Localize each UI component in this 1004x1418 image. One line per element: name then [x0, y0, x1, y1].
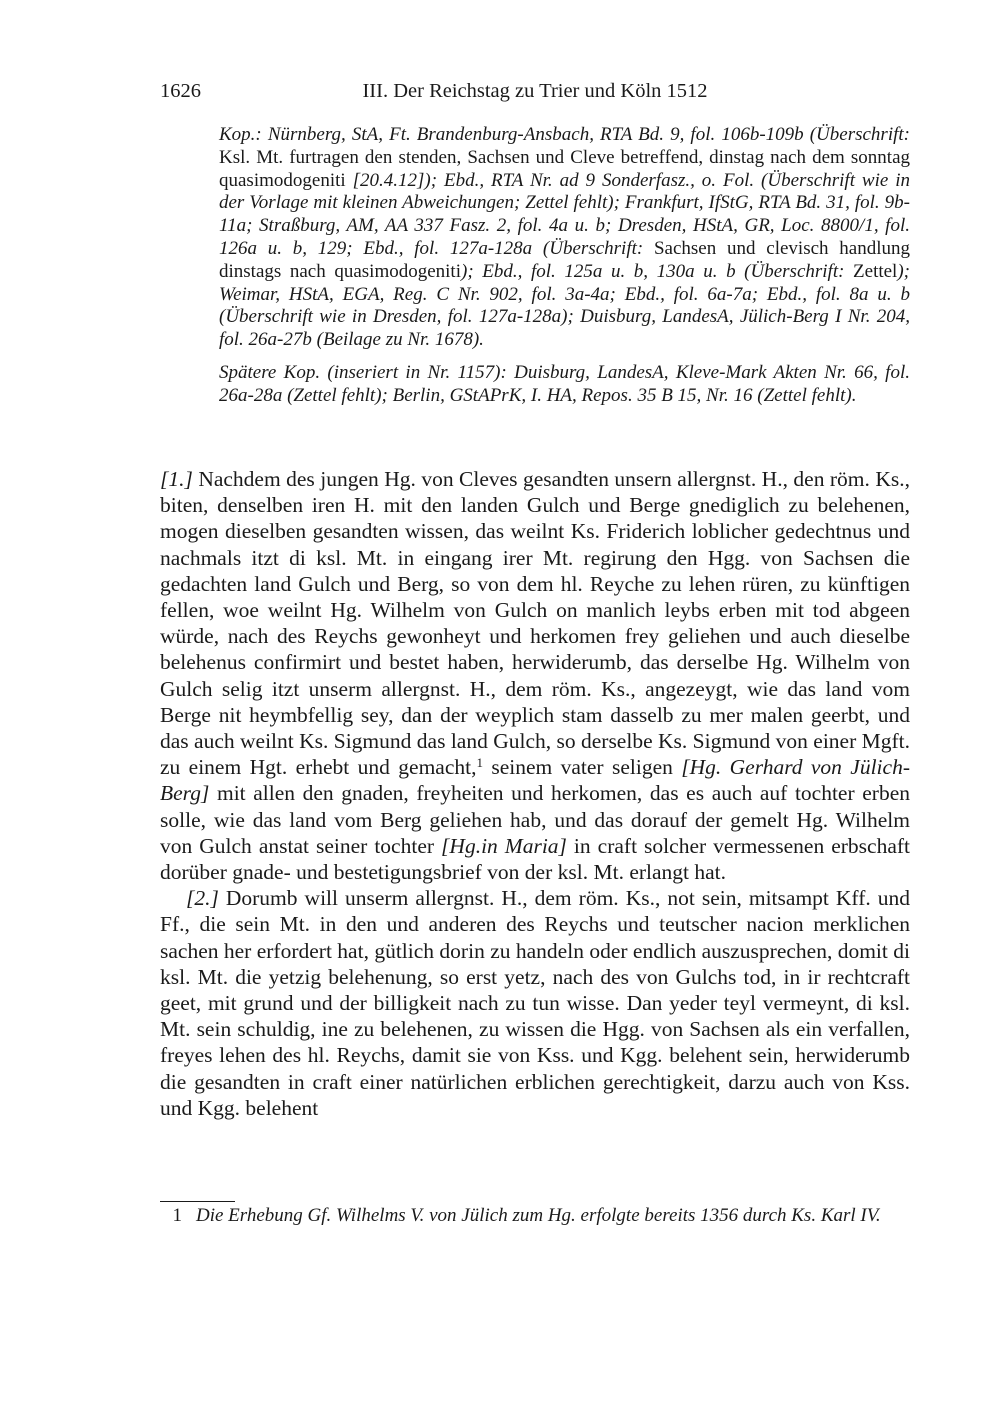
- source-segment: Sachsen und clevisch handlung dinstags nach quasimodogeniti: [219, 237, 910, 282]
- body-segment: seinem vater seligen: [482, 755, 682, 780]
- footnote-reference[interactable]: 1: [476, 755, 483, 771]
- section-marker: [1.]: [160, 467, 193, 491]
- source-segment: [20.4.12]); Ebd., RTA Nr. ad 9 Sonderfasz., o. Fol. (Überschrift wie in der Vorlage mit kleinen Abweichungen; Zettel fehlt); Frankfurt, IfStG, RTA Bd. 31, fol. 9b-11a; Straßburg, AM, AA 337 Fasz. 2, fol. 4a u. b; Dresden, HStA, GR, Loc. 8800/1, fol. 126a u. b, 129; Ebd., fol. 127a-128a (Überschrift:: [219, 169, 910, 259]
- body-segment: Nachdem des jungen Hg. von Cleves gesandten unsern allergnst. H., den röm. Ks., biten, denselben iren H. mit den landen Gulch und Berge gnediglich zu belehenen, mogen dieselben gesandten wissen, das weilnt Ks. Friderich loblicher gedechtnus und nachmals itzt di ksl. Mt. in eingang irer Mt. regirung den Hgg. von Sachsen die gedachten land Gulch und Berg, so von dem hl. Reyche zu lehen rüren, zu künftigen fellen, woe weilnt Hg. Wilhelm von Gulch on manlich leybs erben mit tod abgeen würde, nach des Reychs gewonheyt und herkomen frey geliehen und auch dieselbe belehenus confirmirt und bestet haben, herwiderumb, das derselbe Hg. Wilhelm von Gulch selig itzt unserm allergnst. H., dem röm. Ks., angezeygt, wie das land vom Berge nit heymbfellig sey, dan der weyplich stam dasselb zu mer malen geerbt, und das auch weilnt Ks. Sigmund das land Gulch, so derselbe Ks. Sigmund von einer Mgft. zu einem Hgt. erhebt und gemacht,: [160, 467, 911, 780]
- source-segment: Kop.: Nürnberg, StA, Ft. Brandenburg-Ansbach, RTA Bd. 9, fol. 106b-109b (Überschrift:: [219, 124, 910, 145]
- body-segment: Dorumb will unserm allergnst. H., dem röm. Ks., not sein, mitsampt Kff. und Ff., die sein Mt. in den und anderen des Reychs und teutscher nacion merklichen sachen her erfordert hat, gütlich dorin zu handeln oder endlich auszusprechen, domit di ksl. Mt. die yetzig belehenung, so erst yetz, nach des von Gulchs tod, in ir rechtcraft geet, mit grund und der billigkeit nach zu tun wisse. Dan yeder teyl vermeynt, di ksl. Mt. sein schuldig, ine zu belehenen, zu wissen die Hgg. von Sachsen als ein verfallen, freyes lehen des hl. Reychs, damit sie von Kss. und Kgg. belehent sein, herwiderumb die gesandten in craft einer natürlichen erblichen gerechtigkeit, darzu auch von Kss. und Kgg. belehent: [160, 886, 910, 1120]
- page-number: 1626: [160, 80, 201, 102]
- footnote-number: 1: [172, 1205, 182, 1226]
- main-text: [160, 466, 910, 1121]
- body-segment: in craft solcher vermessenen erbschaft dorüber gnade- und bestetigungsbrief von der ksl. Mt. erlangt hat.: [160, 833, 910, 885]
- later-copies-paragraph: Spätere Kop. (inseriert in Nr. 1157): Duisburg, LandesA, Kleve-Mark Akten Nr. 66, fol. 26a-28a (Zettel fehlt); Berlin, GStAPrK, I. HA, Repos. 35 B 15, Nr. 16 (Zettel fehlt).: [219, 361, 910, 406]
- body-paragraph-1: [160, 466, 910, 885]
- source-segment: ); Weimar, HStA, EGA, Reg. C Nr. 902, fol. 3a-4a; Ebd., fol. 6a-7a; Ebd., fol. 8a u. b (Überschrift wie in Dresden, fol. 127a-128a); Duisburg, LandesA, Jülich-Berg I Nr. 204, fol. 26a-27b (Beilage zu Nr. 1678).: [219, 260, 910, 351]
- running-title: III. Der Reichstag zu Trier und Köln 1512: [362, 80, 708, 102]
- sources-paragraph: [219, 124, 910, 352]
- body-paragraph-2: [160, 885, 910, 1121]
- source-segment: ); Ebd., fol. 125a u. b, 130a u. b (Überschrift:: [461, 260, 845, 282]
- footnote-divider: [160, 1201, 235, 1202]
- section-marker: [2.]: [186, 886, 219, 911]
- body-segment: mit allen den gnaden, freyheiten und herkomen, das es auch auf tochter erben solle, wie das land vom Berg geliehen hab, und das dorauf der gemelt Hg. Wilhelm von Gulch anstat seiner tochter: [160, 781, 910, 858]
- editorial-note: [Hg. Gerhard von Jülich-Berg]: [160, 755, 910, 806]
- footnote-text: Die Erhebung Gf. Wilhelms V. von Jülich zum Hg. erfolgte bereits 1356 durch Ks. Karl IV.: [196, 1205, 881, 1226]
- source-segment: Ksl. Mt. furtragen den stenden, Sachsen und Cleve betreffend, dinstag nach dem sonntag quasimodogeniti: [219, 146, 910, 191]
- page-header: [160, 80, 910, 108]
- editorial-note: [Hg.in Maria]: [441, 833, 567, 858]
- footnote: [160, 1205, 910, 1228]
- source-apparatus: [219, 124, 910, 418]
- source-segment: Zettel: [844, 260, 898, 282]
